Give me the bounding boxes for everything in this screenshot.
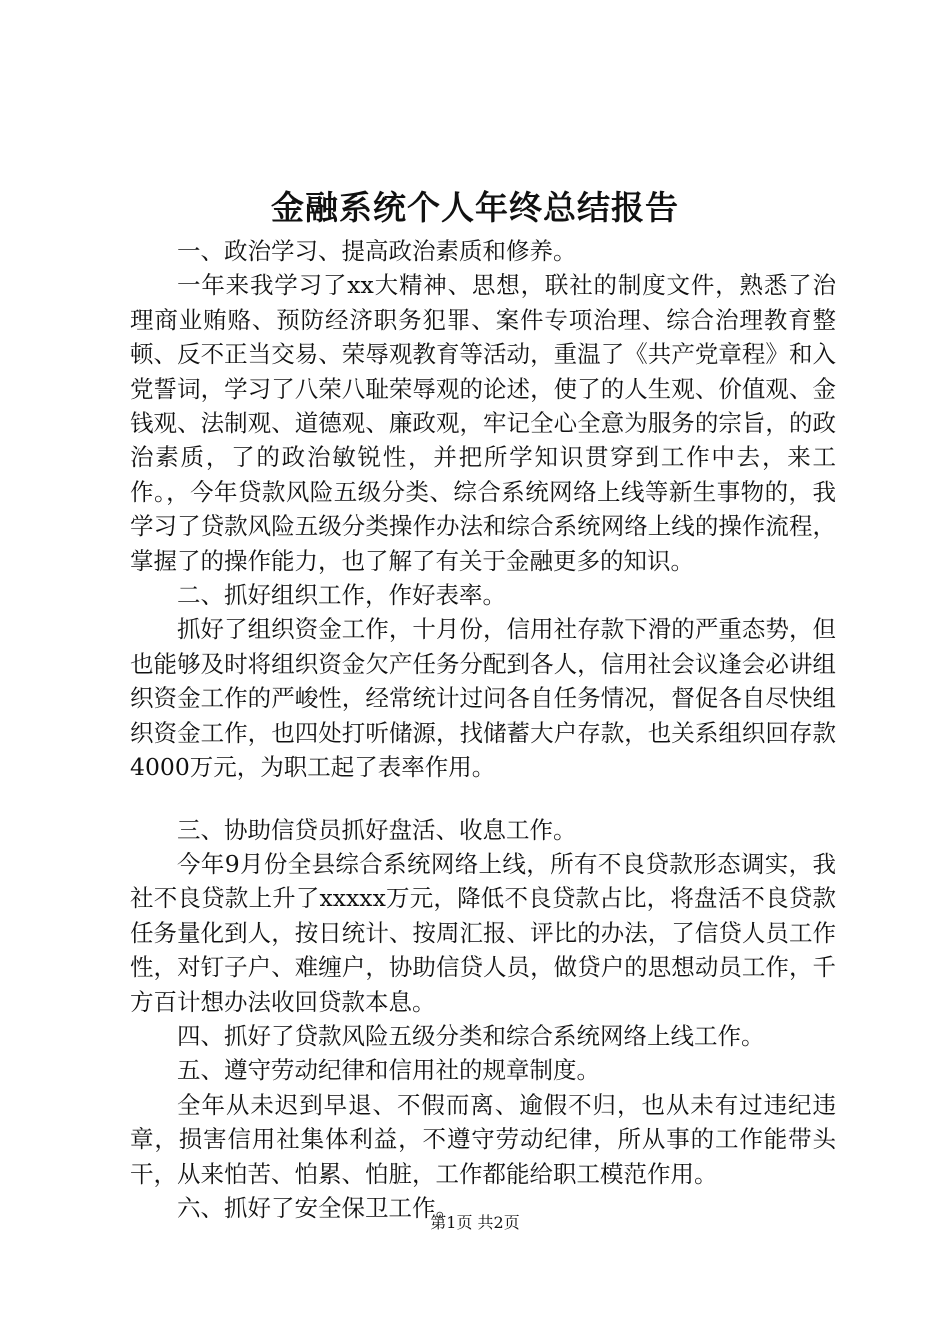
paragraph: 一年来我学习了xx大精神、思想，联社的制度文件，熟悉了治理商业贿赂、预防经济职务犯罪、案件专项治理、综合治理教育整顿、反不正当交易、荣辱观教育等活动，重温了《共产党章程》和入党誓词，学习了八荣八耻荣辱观的论述，使了的人生观、价值观、金钱观、法制观、道德观、廉政观，牢记全心全意为服务的宗旨，的政治素质，了的政治敏锐性，并把所学知识贯穿到工作中去，来工作。，今年贷款风险五级分类、综合系统网络上线等新生事物的，我学习了贷款风险五级分类操作办法和综合系统网络上线的操作流程，掌握了的操作能力，也了解了有关于金融更多的知识。 — [130, 271, 836, 575]
section-heading-6: 六、抓好了安全保卫工作。 — [177, 1193, 459, 1222]
section-heading-4: 四、抓好了贷款风险五级分类和综合系统网络上线工作。 — [177, 1021, 765, 1050]
page-number: 第1页 共2页 — [430, 1213, 520, 1232]
paragraph: 抓好了组织资金工作，十月份，信用社存款下滑的严重态势，但也能够及时将组织资金欠产任务分配到各人，信用社会议逢会必讲组织资金工作的严峻性，经常统计过问各自任务情况，督促各自尽快组织资金工作，也四处打听储源，找储蓄大户存款，也关系组织回存款4000万元，为职工起了表率作用。 — [130, 615, 836, 782]
document-title: 金融系统个人年终总结报告 — [271, 188, 679, 227]
paragraph: 全年从未迟到早退、不假而离、逾假不归，也从未有过违纪违章，损害信用社集体利益，不遵守劳动纪律，所从事的工作能带头干，从来怕苦、怕累、怕脏，工作都能给职工模范作用。 — [130, 1090, 836, 1188]
section-heading-2: 二、抓好组织工作，作好表率。 — [177, 581, 506, 610]
section-heading-1: 一、政治学习、提高政治素质和修养。 — [177, 237, 577, 265]
document-body — [130, 234, 836, 1225]
section-heading-5: 五、遵守劳动纪律和信用社的规章制度。 — [177, 1056, 600, 1085]
section-heading-3: 三、协助信贷员抓好盘活、收息工作。 — [177, 815, 577, 844]
paragraph: 今年9月份全县综合系统网络上线，所有不良贷款形态调实，我社不良贷款上升了xxxxx万元，降低不良贷款占比，将盘活不良贷款任务量化到人，按日统计、按周汇报、评比的办法，了信贷人员工作性，对钉子户、难缠户，协助信贷人员，做贷户的思想动员工作，千方百计想办法收回贷款本息。 — [130, 849, 836, 1016]
